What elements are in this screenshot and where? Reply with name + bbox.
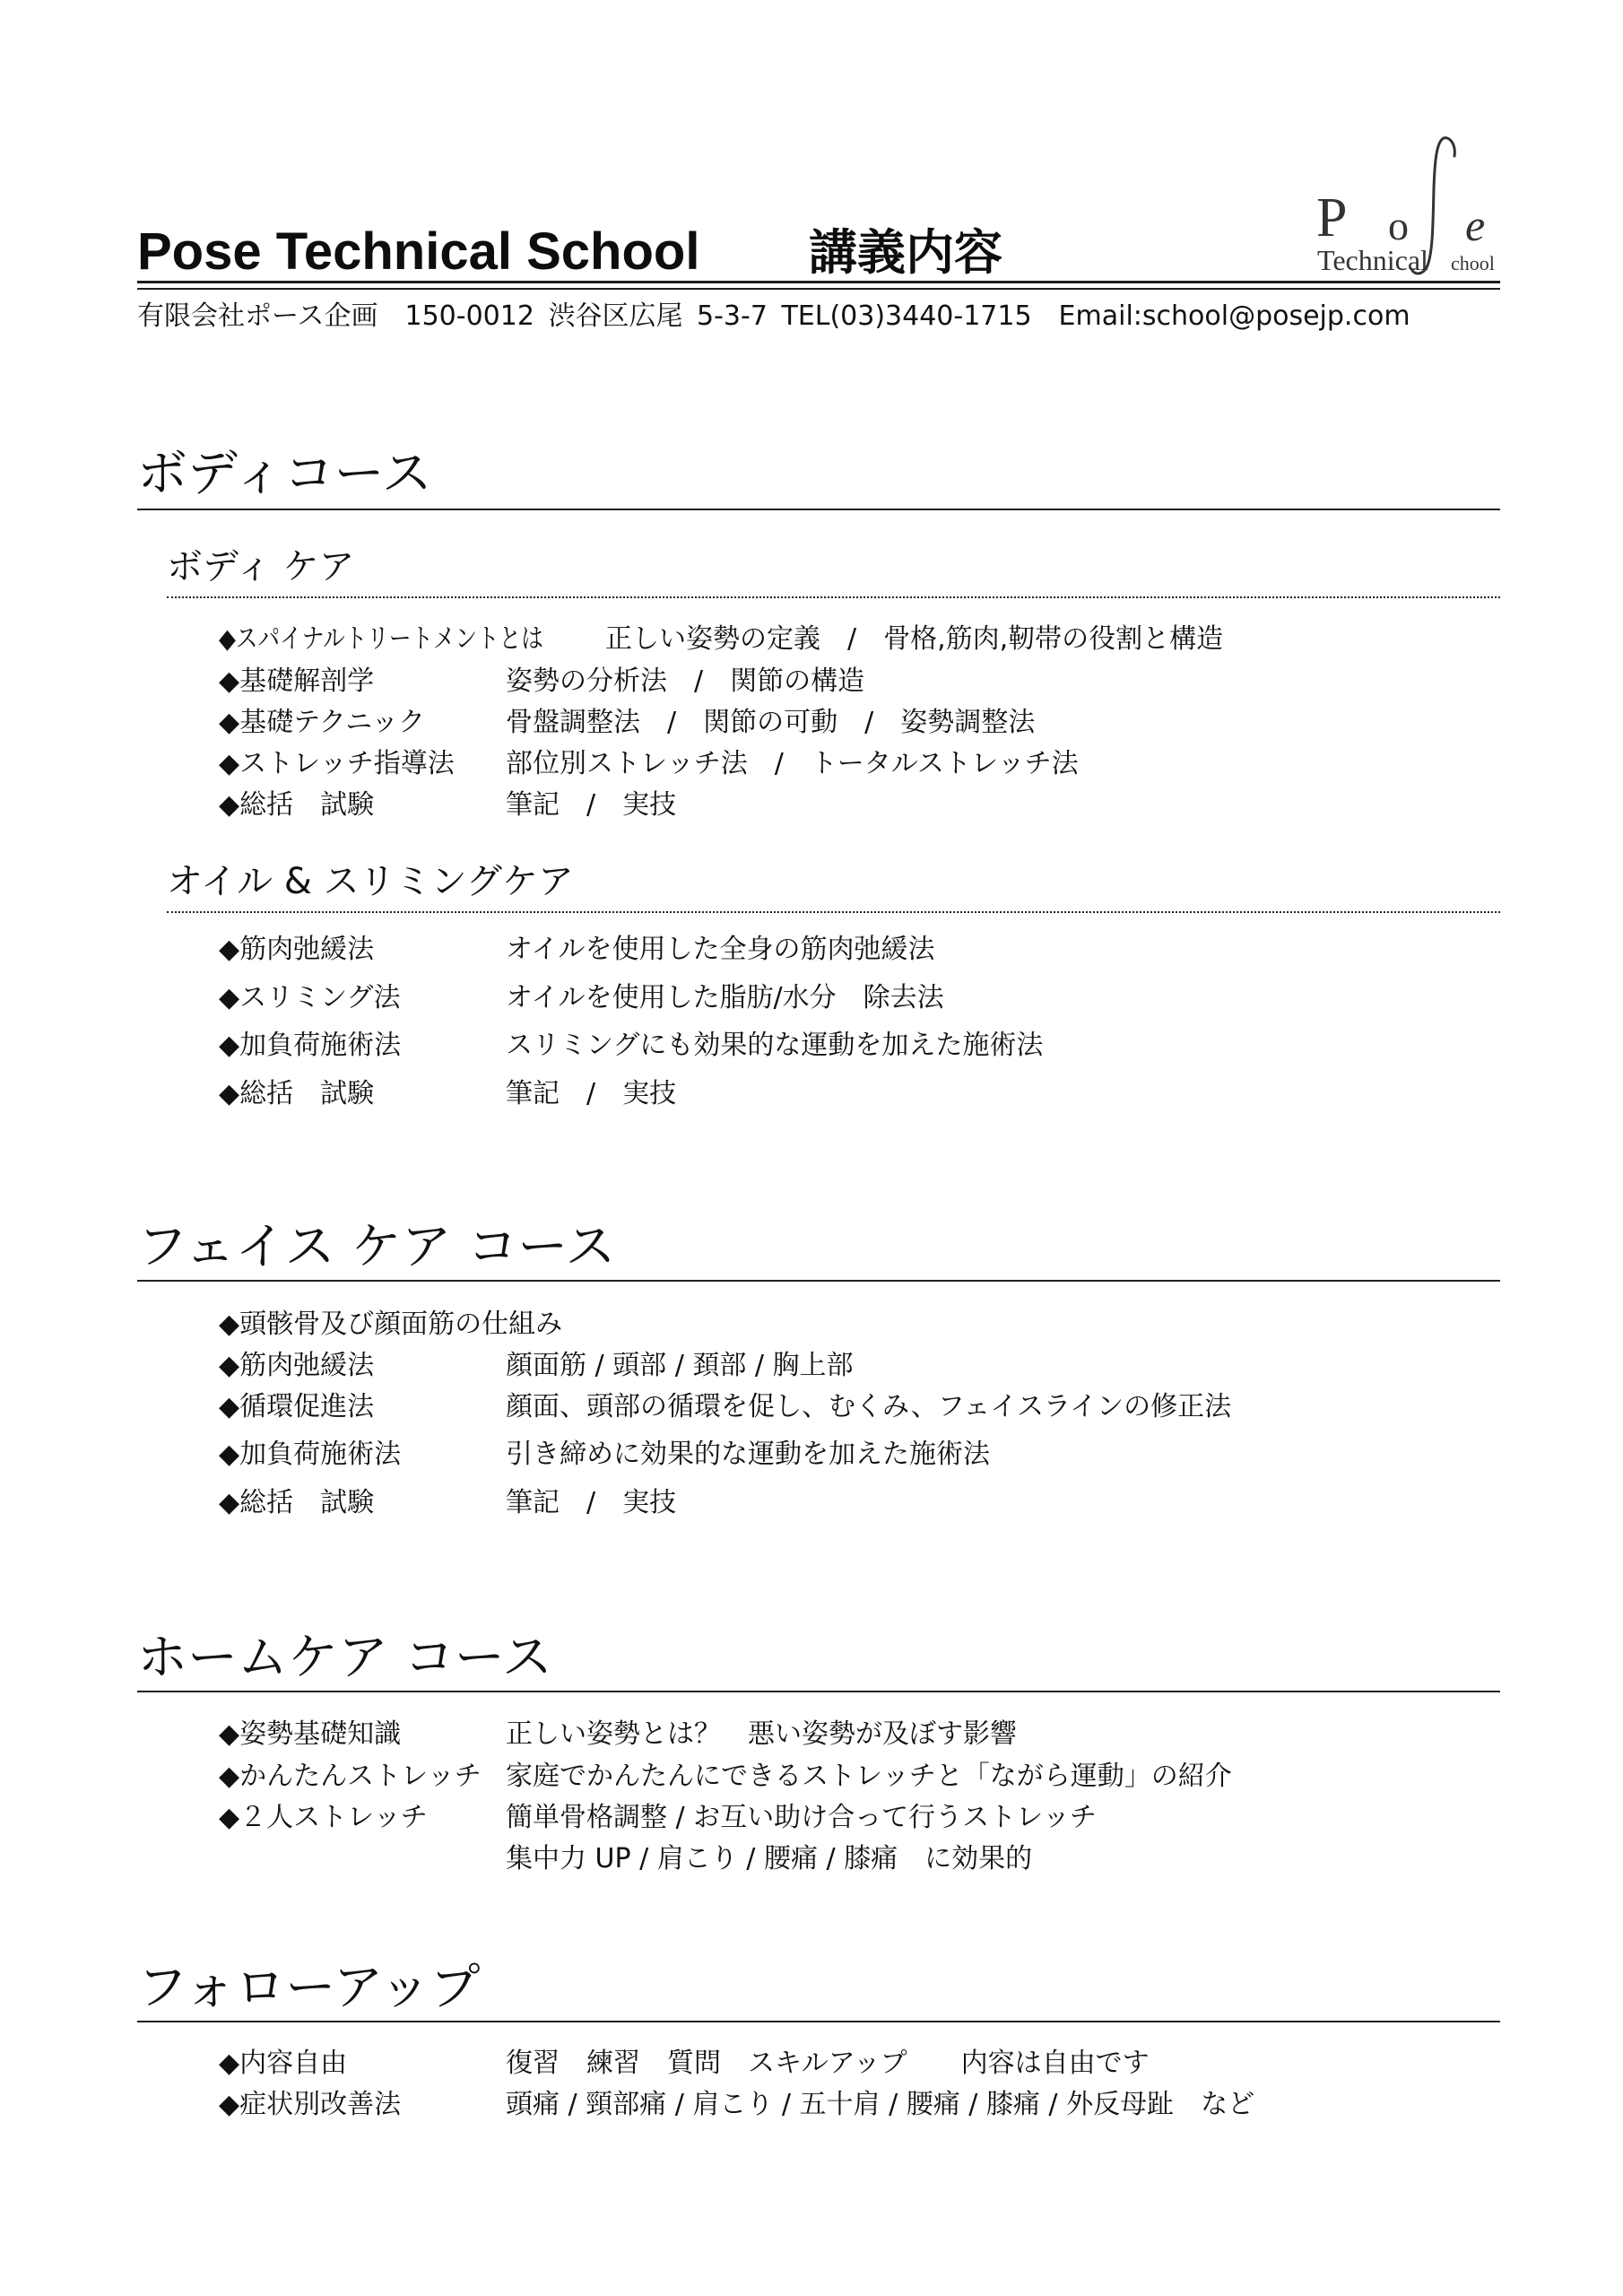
course-item	[0, 2089, 1623, 2120]
course-item	[0, 2050, 1623, 2077]
logo-letter-p: P	[1316, 187, 1348, 248]
header-rule-top	[137, 281, 1500, 283]
logo-chool: chool	[1451, 252, 1495, 274]
logo-technical: Technical	[1317, 244, 1428, 276]
logo-letter-e: e	[1465, 200, 1486, 250]
course-item-label: ◆基礎テクニック	[219, 707, 426, 738]
course-item-description: オイルを使用した脂肪/水分 除去法	[506, 982, 944, 1013]
course-item-label: ◆スパイナルトリートメントとは	[219, 623, 543, 655]
subsection-title: オイル & スリミングケア	[167, 861, 574, 902]
course-item-label: ◆総括 試験	[219, 1078, 375, 1109]
course-item	[0, 1802, 1623, 1833]
course-item-label: ◆頭骸骨及び顔面筋の仕組み	[219, 1309, 563, 1340]
subsection-dotted-rule	[167, 596, 1500, 598]
course-item-description: 頭痛 / 頸部痛 / 肩こり / 五十肩 / 腰痛 / 膝痛 / 外反母趾 など	[506, 2089, 1255, 2120]
course-item-label: ◆かんたんストレッチ	[219, 1761, 482, 1792]
pose-logo	[1309, 135, 1506, 278]
course-item	[0, 982, 1623, 1013]
course-item-label: ◆筋肉弛緩法	[219, 1350, 375, 1381]
section-title: フェイス ケア コース	[137, 1218, 616, 1276]
course-item-label: ◆２人ストレッチ	[219, 1802, 428, 1833]
course-item	[0, 709, 1623, 736]
course-item-label: ◆総括 試験	[219, 789, 375, 821]
course-item-description: 家庭でかんたんにできるストレッチと「ながら運動」の紹介	[506, 1761, 1232, 1792]
page-title-jp: 講義内容	[809, 224, 1002, 281]
course-item-label: ◆姿勢基礎知識	[219, 1718, 402, 1750]
address-line: 有限会社ポース企画 150-0012 渋谷区広尾 5-3-7 TEL(03)3440-1715 Email:school@posejp.com	[137, 300, 1410, 332]
course-item-label: ◆スリミング法	[219, 982, 401, 1013]
course-item-description: 正しい姿勢の定義 / 骨格,筋肉,靭帯の役割と構造	[605, 623, 1224, 655]
course-item-label: ◆総括 試験	[219, 1487, 375, 1518]
course-item	[0, 1078, 1623, 1109]
course-item-description: 骨盤調整法 / 関節の可動 / 姿勢調整法	[506, 707, 1036, 738]
section-title: フォローアップ	[137, 1959, 481, 2017]
course-item	[0, 748, 1623, 779]
section-rule	[137, 1691, 1500, 1692]
course-item-label: ◆加負荷施術法	[219, 1030, 402, 1061]
section-rule	[137, 2021, 1500, 2022]
course-item	[0, 1441, 1623, 1468]
course-item	[0, 623, 1623, 655]
course-item	[0, 665, 1623, 697]
section-title: ホームケア コース	[137, 1629, 553, 1687]
course-item	[0, 1487, 1623, 1518]
course-item	[0, 789, 1623, 821]
course-item	[0, 1352, 1623, 1379]
course-item	[0, 1718, 1623, 1750]
course-item-description: 正しい姿勢とは？ 悪い姿勢が及ぼす影響	[506, 1718, 1017, 1750]
course-item-description: 引き締めに効果的な運動を加えた施術法	[506, 1439, 990, 1470]
course-item-description: 顔面、頭部の循環を促し、むくみ、フェイスラインの修正法	[506, 1391, 1232, 1422]
course-item-description: スリミングにも効果的な運動を加えた施術法	[506, 1030, 1044, 1061]
course-item-description: 姿勢の分析法 / 関節の構造	[506, 665, 865, 697]
course-item-label: ◆循環促進法	[219, 1391, 375, 1422]
course-item-label: ◆ストレッチ指導法	[219, 748, 455, 779]
course-item-label: ◆加負荷施術法	[219, 1439, 402, 1470]
course-item	[0, 1391, 1623, 1422]
page-title: Pose Technical School	[137, 222, 700, 281]
section-rule	[137, 1280, 1500, 1282]
course-item-label: ◆内容自由	[219, 2048, 348, 2079]
course-item	[0, 1843, 1623, 1874]
course-item-label: ◆症状別改善法	[219, 2089, 402, 2120]
course-item	[0, 1763, 1623, 1790]
logo-letter-o: o	[1388, 203, 1409, 248]
course-item-description: 簡単骨格調整 / お互い助け合って行うストレッチ	[506, 1802, 1097, 1833]
course-item-description: オイルを使用した全身の筋肉弛緩法	[506, 934, 935, 965]
course-item	[0, 1032, 1623, 1059]
course-item	[0, 936, 1623, 963]
course-item-description: 復習 練習 質問 スキルアップ 内容は自由です	[506, 2048, 1150, 2079]
section-title: ボディコース	[137, 445, 432, 503]
header-rule-bottom	[137, 288, 1500, 290]
course-item-label: ◆基礎解剖学	[219, 665, 375, 697]
course-item-description: 部位別ストレッチ法 / トータルストレッチ法	[506, 748, 1079, 779]
course-item-label: ◆筋肉弛緩法	[219, 934, 375, 965]
subsection-title: ボディ ケア	[167, 546, 355, 587]
course-item-description: 筆記 / 実技	[506, 1487, 677, 1518]
subsection-dotted-rule	[167, 911, 1500, 913]
course-item-description: 集中力 UP / 肩こり / 腰痛 / 膝痛 に効果的	[506, 1843, 1033, 1874]
course-item-description: 筆記 / 実技	[506, 1078, 677, 1109]
course-item	[0, 1311, 1623, 1338]
course-item-description: 筆記 / 実技	[506, 789, 677, 821]
course-item-description: 顔面筋 / 頭部 / 頚部 / 胸上部	[506, 1350, 854, 1381]
section-rule	[137, 509, 1500, 510]
